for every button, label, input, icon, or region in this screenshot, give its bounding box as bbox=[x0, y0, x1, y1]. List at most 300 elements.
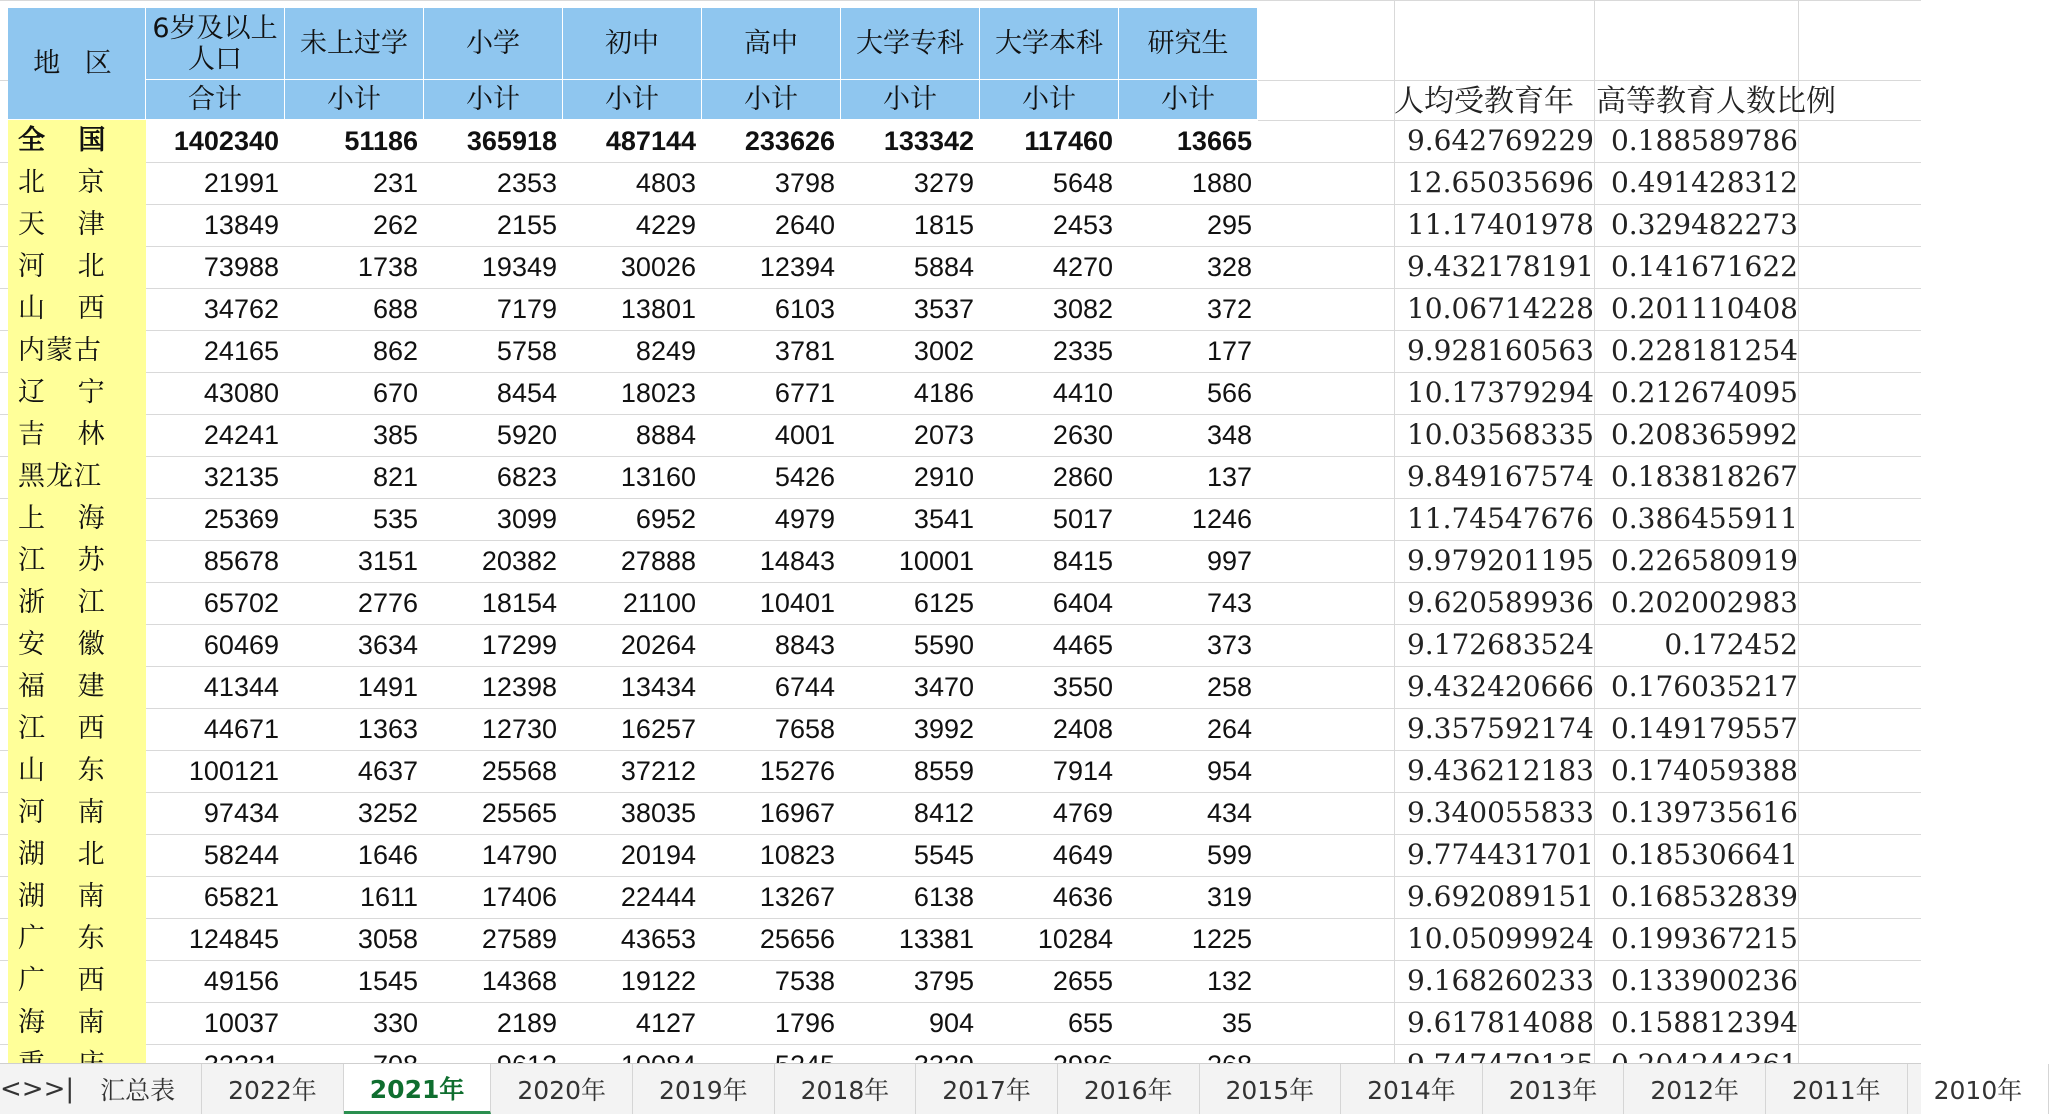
data-cell[interactable]: 35 bbox=[1221, 1008, 1252, 1038]
header-edu-years: 人均受教育年 bbox=[1394, 84, 1574, 119]
data-cell[interactable]: 904 bbox=[928, 1008, 974, 1038]
data-cell[interactable]: 24165 bbox=[203, 336, 279, 366]
region-cell[interactable]: 湖 北 bbox=[18, 839, 117, 870]
data-cell[interactable]: 1225 bbox=[1191, 924, 1252, 954]
higher-ratio-cell[interactable]: 0.329482273 bbox=[1610, 208, 1798, 241]
higher-ratio-cell[interactable]: 0.226580919 bbox=[1610, 544, 1798, 577]
table-row bbox=[0, 624, 1921, 666]
table-row bbox=[0, 960, 1921, 1002]
data-cell[interactable]: 3795 bbox=[913, 966, 974, 996]
data-cell[interactable]: 3252 bbox=[357, 798, 418, 828]
data-cell[interactable]: 19349 bbox=[481, 252, 557, 282]
data-cell[interactable]: 264 bbox=[1206, 714, 1252, 744]
sheet-tab[interactable]: 2022年 bbox=[202, 1064, 344, 1114]
data-cell[interactable]: 4229 bbox=[635, 210, 696, 240]
data-cell[interactable]: 43080 bbox=[203, 378, 279, 408]
edu-years-cell[interactable]: 9.979201195 bbox=[1406, 544, 1594, 577]
sheet-tab[interactable]: 汇总表 bbox=[74, 1064, 202, 1114]
data-cell[interactable]: 14790 bbox=[481, 840, 557, 870]
higher-ratio-cell[interactable]: 0.168532839 bbox=[1610, 880, 1798, 913]
table-row bbox=[0, 372, 1921, 414]
data-cell[interactable]: 10823 bbox=[759, 840, 835, 870]
data-cell[interactable]: 3541 bbox=[913, 504, 974, 534]
data-cell[interactable]: 30026 bbox=[620, 252, 696, 282]
data-cell[interactable]: 7538 bbox=[774, 966, 835, 996]
table-row bbox=[0, 1002, 1921, 1044]
table-row bbox=[0, 456, 1921, 498]
data-cell[interactable]: 12394 bbox=[759, 252, 835, 282]
data-cell[interactable]: 2776 bbox=[357, 588, 418, 618]
edu-years-cell[interactable]: 9.617814088 bbox=[1406, 1006, 1594, 1039]
data-cell[interactable]: 319 bbox=[1206, 882, 1252, 912]
data-cell[interactable]: 10284 bbox=[1037, 924, 1113, 954]
data-cell[interactable]: 6125 bbox=[913, 588, 974, 618]
header-col-4: 初中 bbox=[563, 8, 702, 80]
table-row bbox=[0, 918, 1921, 960]
data-cell[interactable]: 117460 bbox=[1024, 126, 1113, 156]
data-cell[interactable]: 18154 bbox=[481, 588, 557, 618]
data-cell[interactable]: 20194 bbox=[620, 840, 696, 870]
higher-ratio-cell[interactable]: 0.185306641 bbox=[1610, 838, 1798, 871]
data-cell[interactable]: 10037 bbox=[203, 1008, 279, 1038]
data-cell[interactable]: 100121 bbox=[188, 756, 279, 786]
data-cell[interactable]: 330 bbox=[372, 1008, 418, 1038]
higher-ratio-cell[interactable]: 0.208365992 bbox=[1610, 418, 1798, 451]
region-cell[interactable]: 安 徽 bbox=[18, 629, 117, 660]
region-cell[interactable]: 福 建 bbox=[18, 671, 117, 702]
edu-years-cell[interactable]: 9.168260233 bbox=[1406, 964, 1594, 997]
data-cell[interactable]: 8559 bbox=[913, 756, 974, 786]
data-cell[interactable]: 5590 bbox=[913, 630, 974, 660]
region-cell[interactable]: 吉 林 bbox=[18, 419, 117, 450]
header-region: 地 区 bbox=[8, 8, 146, 120]
data-cell[interactable]: 14843 bbox=[759, 546, 835, 576]
data-cell[interactable]: 4979 bbox=[774, 504, 835, 534]
data-cell[interactable]: 743 bbox=[1206, 588, 1252, 618]
data-cell[interactable]: 44671 bbox=[203, 714, 279, 744]
sheet-tab[interactable]: 2010年 bbox=[1908, 1064, 2049, 1114]
table-row bbox=[0, 120, 1921, 162]
header-col-2: 未上过学 bbox=[285, 8, 424, 80]
data-cell[interactable]: 8249 bbox=[635, 336, 696, 366]
sheet-tab[interactable]: 2013年 bbox=[1483, 1064, 1625, 1114]
data-cell[interactable]: 1815 bbox=[913, 210, 974, 240]
header-sub-6: 小计 bbox=[841, 80, 980, 120]
data-cell[interactable]: 177 bbox=[1206, 336, 1252, 366]
data-cell[interactable]: 2453 bbox=[1052, 210, 1113, 240]
data-cell[interactable]: 1545 bbox=[357, 966, 418, 996]
higher-ratio-cell[interactable]: 0.386455911 bbox=[1610, 502, 1798, 535]
region-cell[interactable]: 上 海 bbox=[18, 503, 117, 534]
sheet-tab[interactable]: 2018年 bbox=[775, 1064, 917, 1114]
data-cell[interactable]: 8454 bbox=[496, 378, 557, 408]
data-cell[interactable]: 13381 bbox=[898, 924, 974, 954]
data-cell[interactable]: 60469 bbox=[203, 630, 279, 660]
data-cell[interactable]: 2408 bbox=[1052, 714, 1113, 744]
edu-years-cell[interactable]: 9.436212183 bbox=[1406, 754, 1594, 787]
data-cell[interactable]: 1646 bbox=[357, 840, 418, 870]
data-cell[interactable]: 12398 bbox=[481, 672, 557, 702]
data-cell[interactable]: 13801 bbox=[620, 294, 696, 324]
data-cell[interactable]: 862 bbox=[372, 336, 418, 366]
data-cell[interactable]: 13665 bbox=[1176, 126, 1252, 156]
data-cell[interactable]: 5920 bbox=[496, 420, 557, 450]
data-cell[interactable]: 385 bbox=[372, 420, 418, 450]
data-cell[interactable]: 6138 bbox=[913, 882, 974, 912]
edu-years-cell[interactable]: 9.774431701 bbox=[1406, 838, 1594, 871]
data-cell[interactable]: 262 bbox=[372, 210, 418, 240]
sheet-tab[interactable]: 2012年 bbox=[1624, 1064, 1766, 1114]
region-cell[interactable]: 山 西 bbox=[18, 293, 117, 324]
data-cell[interactable]: 4465 bbox=[1052, 630, 1113, 660]
sheet-tab[interactable]: 2015年 bbox=[1200, 1064, 1342, 1114]
edu-years-cell[interactable]: 9.692089151 bbox=[1406, 880, 1594, 913]
data-cell[interactable]: 688 bbox=[372, 294, 418, 324]
data-cell[interactable]: 954 bbox=[1206, 756, 1252, 786]
data-cell[interactable]: 2640 bbox=[774, 210, 835, 240]
region-cell[interactable]: 江 苏 bbox=[18, 545, 117, 576]
data-cell[interactable]: 535 bbox=[372, 504, 418, 534]
prev-sheet-button[interactable]: < bbox=[0, 1074, 22, 1104]
data-cell[interactable]: 1611 bbox=[359, 882, 418, 912]
data-cell[interactable]: 1246 bbox=[1191, 504, 1252, 534]
data-cell[interactable]: 8412 bbox=[913, 798, 974, 828]
data-cell[interactable]: 38035 bbox=[620, 798, 696, 828]
data-cell[interactable]: 1738 bbox=[357, 252, 418, 282]
header-sub-3: 小计 bbox=[424, 80, 563, 120]
data-cell[interactable]: 13160 bbox=[620, 462, 696, 492]
data-cell[interactable]: 73988 bbox=[203, 252, 279, 282]
region-cell[interactable]: 辽 宁 bbox=[18, 377, 117, 408]
grid-hline bbox=[0, 0, 1921, 1]
data-cell[interactable]: 258 bbox=[1206, 672, 1252, 702]
edu-years-cell[interactable]: 11.17401978 bbox=[1406, 208, 1594, 241]
data-cell[interactable]: 4637 bbox=[357, 756, 418, 786]
data-cell[interactable]: 14368 bbox=[481, 966, 557, 996]
data-cell[interactable]: 6103 bbox=[774, 294, 835, 324]
data-cell[interactable]: 5545 bbox=[913, 840, 974, 870]
header-sub-4: 小计 bbox=[563, 80, 702, 120]
table-row bbox=[0, 414, 1921, 456]
region-cell[interactable]: 湖 南 bbox=[18, 881, 117, 912]
region-cell[interactable]: 浙 江 bbox=[18, 587, 117, 618]
higher-ratio-cell[interactable]: 0.149179557 bbox=[1610, 712, 1798, 745]
data-cell[interactable]: 3279 bbox=[913, 168, 974, 198]
data-cell[interactable]: 295 bbox=[1206, 210, 1252, 240]
data-cell[interactable]: 231 bbox=[372, 168, 418, 198]
next-sheet-button[interactable]: > bbox=[21, 1074, 44, 1104]
table-row bbox=[0, 666, 1921, 708]
data-cell[interactable]: 5758 bbox=[496, 336, 557, 366]
last-sheet-button[interactable]: >| bbox=[43, 1074, 75, 1104]
data-cell[interactable]: 10001 bbox=[898, 546, 974, 576]
table-row bbox=[0, 708, 1921, 750]
region-cell[interactable]: 内蒙古 bbox=[18, 335, 102, 366]
data-cell[interactable]: 65702 bbox=[203, 588, 279, 618]
data-cell[interactable]: 16967 bbox=[759, 798, 835, 828]
data-cell[interactable]: 10401 bbox=[759, 588, 835, 618]
higher-ratio-cell[interactable]: 0.141671622 bbox=[1610, 250, 1798, 283]
data-cell[interactable]: 487144 bbox=[605, 126, 696, 156]
table-row bbox=[0, 246, 1921, 288]
data-cell[interactable]: 4270 bbox=[1052, 252, 1113, 282]
higher-ratio-cell[interactable]: 0.176035217 bbox=[1610, 670, 1798, 703]
data-cell[interactable]: 15276 bbox=[759, 756, 835, 786]
region-cell[interactable]: 广 东 bbox=[18, 923, 117, 954]
data-cell[interactable]: 65821 bbox=[203, 882, 279, 912]
data-cell[interactable]: 27888 bbox=[620, 546, 696, 576]
data-cell[interactable]: 328 bbox=[1206, 252, 1252, 282]
data-cell[interactable]: 4649 bbox=[1052, 840, 1113, 870]
region-cell[interactable]: 全 国 bbox=[18, 125, 118, 156]
region-cell[interactable]: 江 西 bbox=[18, 713, 117, 744]
edu-years-cell[interactable]: 10.06714228 bbox=[1406, 292, 1594, 325]
data-cell[interactable]: 20382 bbox=[481, 546, 557, 576]
higher-ratio-cell[interactable]: 0.174059388 bbox=[1610, 754, 1798, 787]
sheet-tab[interactable]: 2021年 bbox=[344, 1064, 492, 1114]
data-cell[interactable]: 1491 bbox=[357, 672, 418, 702]
region-cell[interactable]: 河 北 bbox=[18, 251, 117, 282]
data-cell[interactable]: 3470 bbox=[913, 672, 974, 702]
data-cell[interactable]: 434 bbox=[1206, 798, 1252, 828]
data-cell[interactable]: 365918 bbox=[466, 126, 557, 156]
header-col-3: 小学 bbox=[424, 8, 563, 80]
data-cell[interactable]: 8884 bbox=[635, 420, 696, 450]
data-cell[interactable]: 3099 bbox=[496, 504, 557, 534]
higher-ratio-cell[interactable]: 0.199367215 bbox=[1610, 922, 1798, 955]
header-sub-5: 小计 bbox=[702, 80, 841, 120]
data-cell[interactable]: 137 bbox=[1206, 462, 1252, 492]
data-cell[interactable]: 2189 bbox=[496, 1008, 557, 1038]
data-cell[interactable]: 5017 bbox=[1052, 504, 1113, 534]
higher-ratio-cell[interactable]: 0.183818267 bbox=[1610, 460, 1798, 493]
data-cell[interactable]: 1363 bbox=[357, 714, 418, 744]
data-cell[interactable]: 16257 bbox=[620, 714, 696, 744]
edu-years-cell[interactable]: 10.05099924 bbox=[1406, 922, 1594, 955]
data-cell[interactable]: 3002 bbox=[913, 336, 974, 366]
data-cell[interactable]: 4769 bbox=[1052, 798, 1113, 828]
edu-years-cell[interactable]: 9.642769229 bbox=[1406, 124, 1594, 157]
region-cell[interactable]: 山 东 bbox=[18, 755, 117, 786]
data-cell[interactable]: 4803 bbox=[635, 168, 696, 198]
higher-ratio-cell[interactable]: 0.139735616 bbox=[1610, 796, 1798, 829]
data-cell[interactable]: 8843 bbox=[774, 630, 835, 660]
data-cell[interactable]: 2073 bbox=[913, 420, 974, 450]
higher-ratio-cell[interactable]: 0.172452 bbox=[1664, 628, 1798, 661]
data-cell[interactable]: 133342 bbox=[883, 126, 974, 156]
data-cell[interactable]: 7179 bbox=[496, 294, 557, 324]
table-row bbox=[0, 540, 1921, 582]
data-cell[interactable]: 6952 bbox=[635, 504, 696, 534]
edu-years-cell[interactable]: 9.432178191 bbox=[1406, 250, 1594, 283]
edu-years-cell[interactable]: 11.74547676 bbox=[1406, 502, 1594, 535]
data-cell[interactable]: 22444 bbox=[620, 882, 696, 912]
edu-years-cell[interactable]: 10.03568335 bbox=[1406, 418, 1594, 451]
data-cell[interactable]: 4186 bbox=[913, 378, 974, 408]
data-cell[interactable]: 373 bbox=[1206, 630, 1252, 660]
data-cell[interactable]: 51186 bbox=[344, 126, 418, 156]
edu-years-cell[interactable]: 9.357592174 bbox=[1406, 712, 1594, 745]
data-cell[interactable]: 58244 bbox=[203, 840, 279, 870]
edu-years-cell[interactable]: 9.340055833 bbox=[1406, 796, 1594, 829]
data-cell[interactable]: 24241 bbox=[203, 420, 279, 450]
data-cell[interactable]: 997 bbox=[1206, 546, 1252, 576]
data-cell[interactable]: 670 bbox=[372, 378, 418, 408]
header-col-1: 6岁及以上 人口 bbox=[146, 8, 285, 80]
header-sub-2: 小计 bbox=[285, 80, 424, 120]
data-cell[interactable]: 8415 bbox=[1052, 546, 1113, 576]
higher-ratio-cell[interactable]: 0.212674095 bbox=[1610, 376, 1798, 409]
table-row bbox=[0, 582, 1921, 624]
data-cell[interactable]: 13849 bbox=[203, 210, 279, 240]
sheet-tab[interactable]: 2020年 bbox=[491, 1064, 633, 1114]
data-cell[interactable]: 132 bbox=[1206, 966, 1252, 996]
sheet-tab[interactable]: 2011年 bbox=[1766, 1064, 1908, 1114]
table-row bbox=[0, 330, 1921, 372]
data-cell[interactable]: 43653 bbox=[620, 924, 696, 954]
header-col-5: 高中 bbox=[702, 8, 841, 80]
sheet-tab[interactable]: 2014年 bbox=[1341, 1064, 1483, 1114]
higher-ratio-cell[interactable]: 0.228181254 bbox=[1610, 334, 1798, 367]
data-cell[interactable]: 566 bbox=[1206, 378, 1252, 408]
data-cell[interactable]: 37212 bbox=[620, 756, 696, 786]
data-cell[interactable]: 4410 bbox=[1052, 378, 1113, 408]
sheet-tab[interactable]: 2016年 bbox=[1058, 1064, 1200, 1114]
header-col-8: 研究生 bbox=[1119, 8, 1258, 80]
data-cell[interactable]: 655 bbox=[1067, 1008, 1113, 1038]
edu-years-cell[interactable]: 9.928160563 bbox=[1406, 334, 1594, 367]
data-cell[interactable]: 2335 bbox=[1052, 336, 1113, 366]
data-cell[interactable]: 3058 bbox=[357, 924, 418, 954]
edu-years-cell[interactable]: 12.65035696 bbox=[1406, 166, 1594, 199]
data-cell[interactable]: 2630 bbox=[1052, 420, 1113, 450]
region-cell[interactable]: 海 南 bbox=[18, 1007, 117, 1038]
data-cell[interactable]: 4636 bbox=[1052, 882, 1113, 912]
data-cell[interactable]: 13434 bbox=[620, 672, 696, 702]
data-cell[interactable]: 372 bbox=[1206, 294, 1252, 324]
data-cell[interactable]: 27589 bbox=[481, 924, 557, 954]
data-cell[interactable]: 32135 bbox=[203, 462, 279, 492]
higher-ratio-cell[interactable]: 0.491428312 bbox=[1610, 166, 1798, 199]
data-cell[interactable]: 5426 bbox=[774, 462, 835, 492]
data-cell[interactable]: 49156 bbox=[203, 966, 279, 996]
data-cell[interactable]: 599 bbox=[1206, 840, 1252, 870]
data-cell[interactable]: 6823 bbox=[496, 462, 557, 492]
table-row bbox=[0, 498, 1921, 540]
data-cell[interactable]: 1796 bbox=[774, 1008, 835, 1038]
higher-ratio-cell[interactable]: 0.201110408 bbox=[1610, 292, 1798, 325]
sheet-tab[interactable]: 2017年 bbox=[916, 1064, 1058, 1114]
data-cell[interactable]: 25656 bbox=[759, 924, 835, 954]
data-cell[interactable]: 4127 bbox=[635, 1008, 696, 1038]
data-cell[interactable]: 17406 bbox=[481, 882, 557, 912]
data-cell[interactable]: 3537 bbox=[913, 294, 974, 324]
edu-years-cell[interactable]: 10.17379294 bbox=[1406, 376, 1594, 409]
data-cell[interactable]: 3781 bbox=[774, 336, 835, 366]
data-cell[interactable]: 2155 bbox=[496, 210, 557, 240]
header-sub-8: 小计 bbox=[1119, 80, 1258, 120]
data-cell[interactable]: 25568 bbox=[481, 756, 557, 786]
data-cell[interactable]: 3151 bbox=[357, 546, 418, 576]
data-cell[interactable]: 124845 bbox=[188, 924, 279, 954]
data-cell[interactable]: 2655 bbox=[1052, 966, 1113, 996]
header-sub-7: 小计 bbox=[980, 80, 1119, 120]
data-cell[interactable]: 3550 bbox=[1052, 672, 1113, 702]
data-cell[interactable]: 7914 bbox=[1052, 756, 1113, 786]
data-cell[interactable]: 21991 bbox=[203, 168, 279, 198]
data-cell[interactable]: 3798 bbox=[774, 168, 835, 198]
edu-years-cell[interactable]: 9.620589936 bbox=[1406, 586, 1594, 619]
data-cell[interactable]: 1880 bbox=[1191, 168, 1252, 198]
sheet-tab-bar bbox=[0, 1063, 2023, 1114]
data-cell[interactable]: 5648 bbox=[1052, 168, 1113, 198]
data-cell[interactable]: 17299 bbox=[481, 630, 557, 660]
region-cell[interactable]: 天 津 bbox=[18, 209, 117, 240]
table-row bbox=[0, 750, 1921, 792]
data-cell[interactable]: 821 bbox=[372, 462, 418, 492]
region-cell[interactable]: 北 京 bbox=[18, 167, 117, 198]
data-cell[interactable]: 3634 bbox=[357, 630, 418, 660]
data-cell[interactable]: 233626 bbox=[744, 126, 835, 156]
higher-ratio-cell[interactable]: 0.202002983 bbox=[1610, 586, 1798, 619]
data-cell[interactable]: 6404 bbox=[1052, 588, 1113, 618]
region-cell[interactable]: 黑龙江 bbox=[18, 461, 102, 492]
higher-ratio-cell[interactable]: 0.133900236 bbox=[1610, 964, 1798, 997]
data-cell[interactable]: 97434 bbox=[203, 798, 279, 828]
data-cell[interactable]: 18023 bbox=[620, 378, 696, 408]
data-cell[interactable]: 5884 bbox=[913, 252, 974, 282]
table-row bbox=[0, 288, 1921, 330]
data-cell[interactable]: 348 bbox=[1206, 420, 1252, 450]
data-cell[interactable]: 85678 bbox=[203, 546, 279, 576]
data-cell[interactable]: 1402340 bbox=[173, 126, 279, 156]
data-cell[interactable]: 4001 bbox=[774, 420, 835, 450]
table-row bbox=[0, 204, 1921, 246]
edu-years-cell[interactable]: 9.432420666 bbox=[1406, 670, 1594, 703]
data-cell[interactable]: 6771 bbox=[774, 378, 835, 408]
header-col-7: 大学本科 bbox=[980, 8, 1119, 80]
data-cell[interactable]: 7658 bbox=[774, 714, 835, 744]
data-cell[interactable]: 21100 bbox=[622, 588, 696, 618]
data-cell[interactable]: 13267 bbox=[759, 882, 835, 912]
data-cell[interactable]: 19122 bbox=[620, 966, 696, 996]
sheet-tab[interactable]: 2019年 bbox=[633, 1064, 775, 1114]
data-cell[interactable]: 3082 bbox=[1052, 294, 1113, 324]
table-row bbox=[0, 162, 1921, 204]
region-cell[interactable]: 广 西 bbox=[18, 965, 117, 996]
table-row bbox=[0, 792, 1921, 834]
data-cell[interactable]: 6744 bbox=[774, 672, 835, 702]
edu-years-cell[interactable]: 9.172683524 bbox=[1406, 628, 1594, 661]
data-cell[interactable]: 12730 bbox=[481, 714, 557, 744]
data-cell[interactable]: 3992 bbox=[913, 714, 974, 744]
higher-ratio-cell[interactable]: 0.158812394 bbox=[1610, 1006, 1798, 1039]
higher-ratio-cell[interactable]: 0.188589786 bbox=[1610, 124, 1798, 157]
data-cell[interactable]: 41344 bbox=[203, 672, 279, 702]
data-cell[interactable]: 2910 bbox=[913, 462, 974, 492]
data-cell[interactable]: 25565 bbox=[481, 798, 557, 828]
data-cell[interactable]: 20264 bbox=[620, 630, 696, 660]
data-cell[interactable]: 34762 bbox=[203, 294, 279, 324]
data-cell[interactable]: 2860 bbox=[1052, 462, 1113, 492]
edu-years-cell[interactable]: 9.849167574 bbox=[1406, 460, 1594, 493]
region-cell[interactable]: 河 南 bbox=[18, 797, 117, 828]
table-row bbox=[0, 876, 1921, 918]
data-cell[interactable]: 2353 bbox=[496, 168, 557, 198]
header-col-6: 大学专科 bbox=[841, 8, 980, 80]
header-higher-ratio: 高等教育人数比例 bbox=[1596, 84, 1836, 119]
data-cell[interactable]: 25369 bbox=[203, 504, 279, 534]
